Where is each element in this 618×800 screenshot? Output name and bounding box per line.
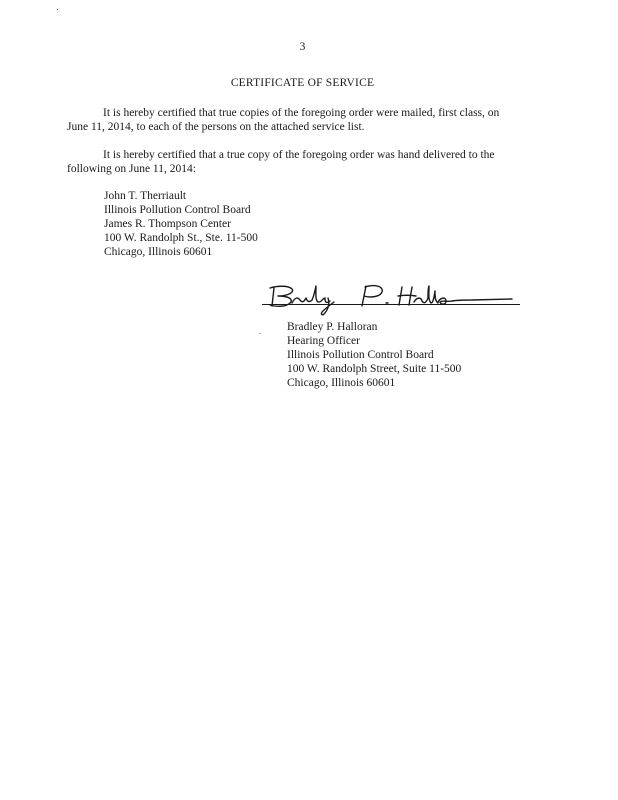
hand-delivery-certification-paragraph: It is hereby certified that a true copy of the foregoing order was hand delivered to the following on June 11, 2014: [67, 149, 495, 175]
signature-line [262, 304, 520, 305]
scan-speck [57, 9, 58, 10]
signatory-name: Bradley P. Halloran [287, 321, 378, 333]
recipient-city: Chicago, Illinois 60601 [104, 246, 213, 258]
handwritten-signature [262, 276, 522, 316]
page-number: 3 [299, 41, 306, 53]
signatory-street: 100 W. Randolph Street, Suite 11-500 [287, 363, 462, 375]
margin-mark: . [259, 326, 262, 336]
recipient-name: John T. Therriault [104, 190, 187, 202]
delivery-address-block [104, 189, 258, 259]
signatory-block [287, 320, 461, 390]
recipient-street: 100 W. Randolph St., Ste. 11-500 [104, 232, 258, 244]
mailing-certification-paragraph: It is hereby certified that true copies of the foregoing order were mailed, first class, on June 11, 2014, to each of the persons on the attached service list. [67, 107, 500, 133]
signatory-title: Hearing Officer [287, 335, 360, 347]
recipient-building: James R. Thompson Center [104, 218, 231, 230]
recipient-organization: Illinois Pollution Control Board [104, 204, 251, 216]
signatory-city: Chicago, Illinois 60601 [287, 377, 396, 389]
signatory-organization: Illinois Pollution Control Board [287, 349, 434, 361]
certificate-heading: CERTIFICATE OF SERVICE [230, 77, 375, 89]
